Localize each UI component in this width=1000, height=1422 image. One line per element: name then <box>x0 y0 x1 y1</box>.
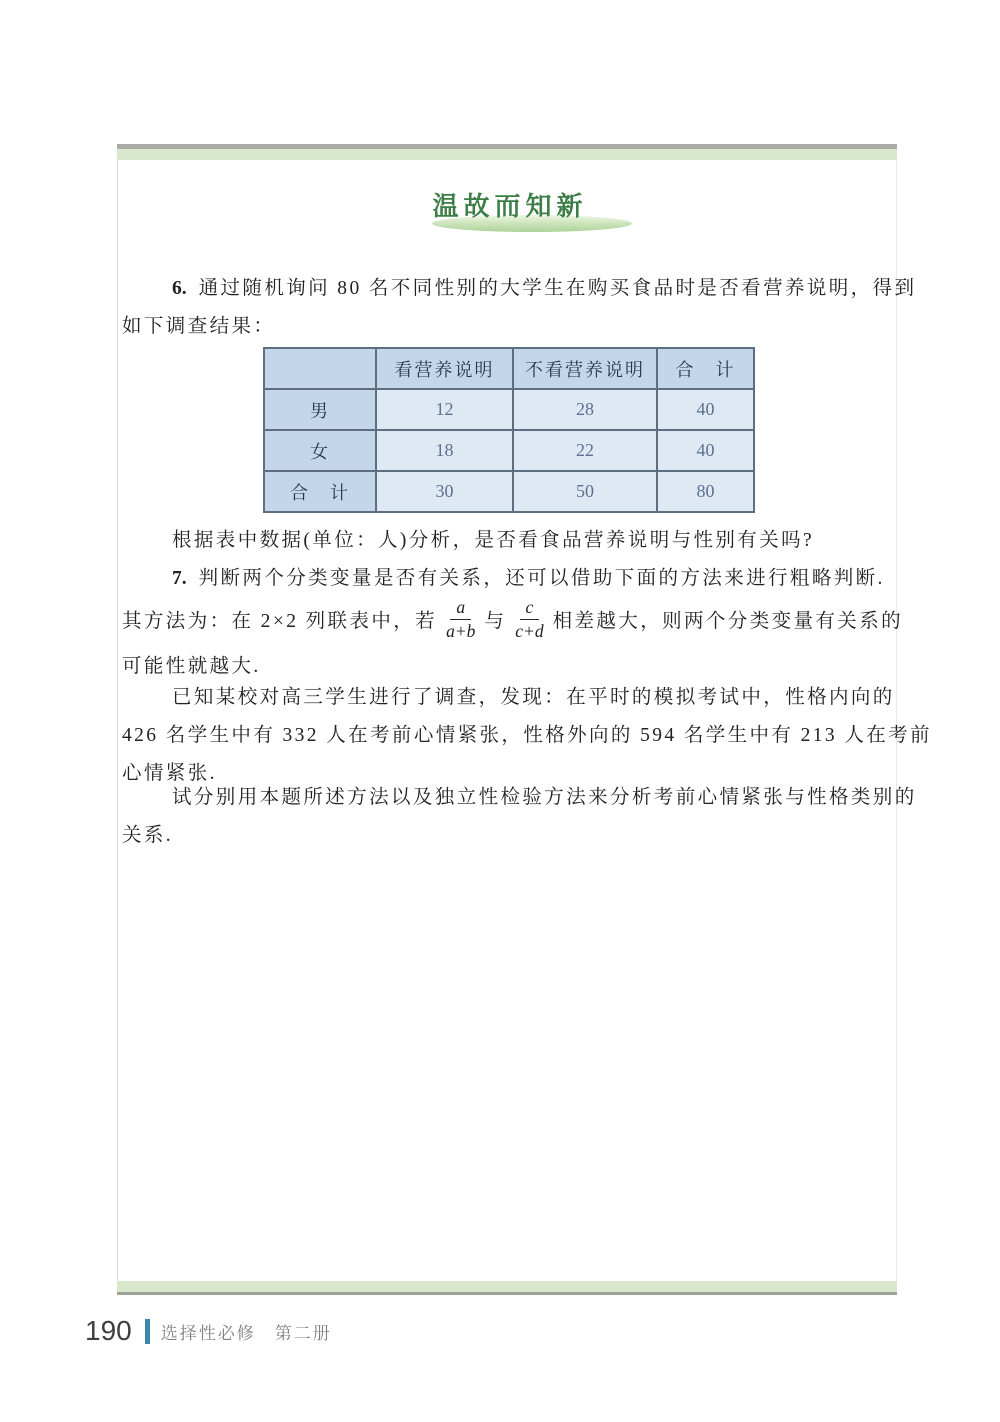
header-cell-total: 合 计 <box>657 348 754 389</box>
header-cell-empty <box>264 348 376 389</box>
page-footer <box>85 1316 332 1346</box>
page-number: 190 <box>85 1315 132 1346</box>
content-left-edge-line <box>117 152 118 1285</box>
table-row-total <box>264 471 754 512</box>
data-cell: 30 <box>376 471 513 512</box>
footer-divider-bar <box>145 1319 150 1344</box>
problem-7-survey-line-3: 心情紧张. <box>122 763 217 784</box>
data-cell: 50 <box>513 471 657 512</box>
data-cell: 80 <box>657 471 754 512</box>
fraction-connector-text: 与 <box>484 611 507 632</box>
data-cell: 22 <box>513 430 657 471</box>
data-cell: 40 <box>657 430 754 471</box>
fraction-numerator: a <box>450 597 471 620</box>
review-section-badge <box>400 186 630 238</box>
method-suffix-text: 相差越大，则两个分类变量有关系的 <box>552 611 904 632</box>
data-cell: 28 <box>513 389 657 430</box>
header-cell-no-reads-label: 不看营养说明 <box>513 348 657 389</box>
problem-7-intro: 判断两个分类变量是否有关系，还可以借助下面的方法来进行粗略判断. <box>198 568 885 589</box>
problem-7-number: 7. <box>172 568 187 589</box>
table-row-female <box>264 430 754 471</box>
top-divider-bar <box>117 144 897 160</box>
fraction-a-over-a-plus-b <box>444 597 477 642</box>
survey-table <box>263 347 755 513</box>
problem-6-intro: 通过随机询问 80 名不同性别的大学生在购买食品时是否看营养说明，得到 <box>198 278 917 299</box>
header-cell-reads-label: 看营养说明 <box>376 348 513 389</box>
fraction-c-over-c-plus-d <box>513 597 545 642</box>
data-cell: 40 <box>657 389 754 430</box>
row-label-female: 女 <box>264 430 376 471</box>
data-cell: 12 <box>376 389 513 430</box>
problem-7-task-line-1: 试分别用本题所述方法以及独立性检验方法来分析考前心情紧张与性格类别的 <box>172 787 917 808</box>
problem-6-line-2: 如下调查结果： <box>122 316 276 337</box>
data-cell: 18 <box>376 430 513 471</box>
problem-6-line-1 <box>122 270 947 308</box>
fraction-denominator: c+d <box>515 620 544 641</box>
bottom-divider-gray-line <box>117 1292 897 1295</box>
problem-6-number: 6. <box>172 278 187 299</box>
problem-7-method-line-2: 可能性就越大. <box>122 656 261 677</box>
book-title: 选择性必修 第二册 <box>160 1323 332 1343</box>
bottom-divider-bar <box>117 1281 897 1295</box>
fraction-denominator: a+b <box>446 620 476 641</box>
problem-7-survey-line-2: 426 名学生中有 332 人在考前心情紧张，性格外向的 594 名学生中有 213 人在考前 <box>122 725 932 746</box>
problem-6-question: 根据表中数据(单位：人)分析，是否看食品营养说明与性别有关吗? <box>172 530 815 551</box>
review-section-title: 温故而知新 <box>432 191 588 221</box>
table-row-male <box>264 389 754 430</box>
bottom-divider-green-line <box>117 1281 897 1292</box>
problem-7-method-line <box>122 590 903 648</box>
row-label-male: 男 <box>264 389 376 430</box>
method-prefix-text: 其方法为：在 2×2 列联表中，若 <box>122 611 438 632</box>
table-header-row <box>264 348 754 389</box>
top-divider-green-line <box>117 149 897 160</box>
fraction-numerator: c <box>520 597 540 620</box>
problem-7-task-line-2: 关系. <box>122 825 174 846</box>
problem-7-survey-line-1: 已知某校对高三学生进行了调查，发现：在平时的模拟考试中，性格内向的 <box>172 687 895 708</box>
row-label-total: 合 计 <box>264 471 376 512</box>
